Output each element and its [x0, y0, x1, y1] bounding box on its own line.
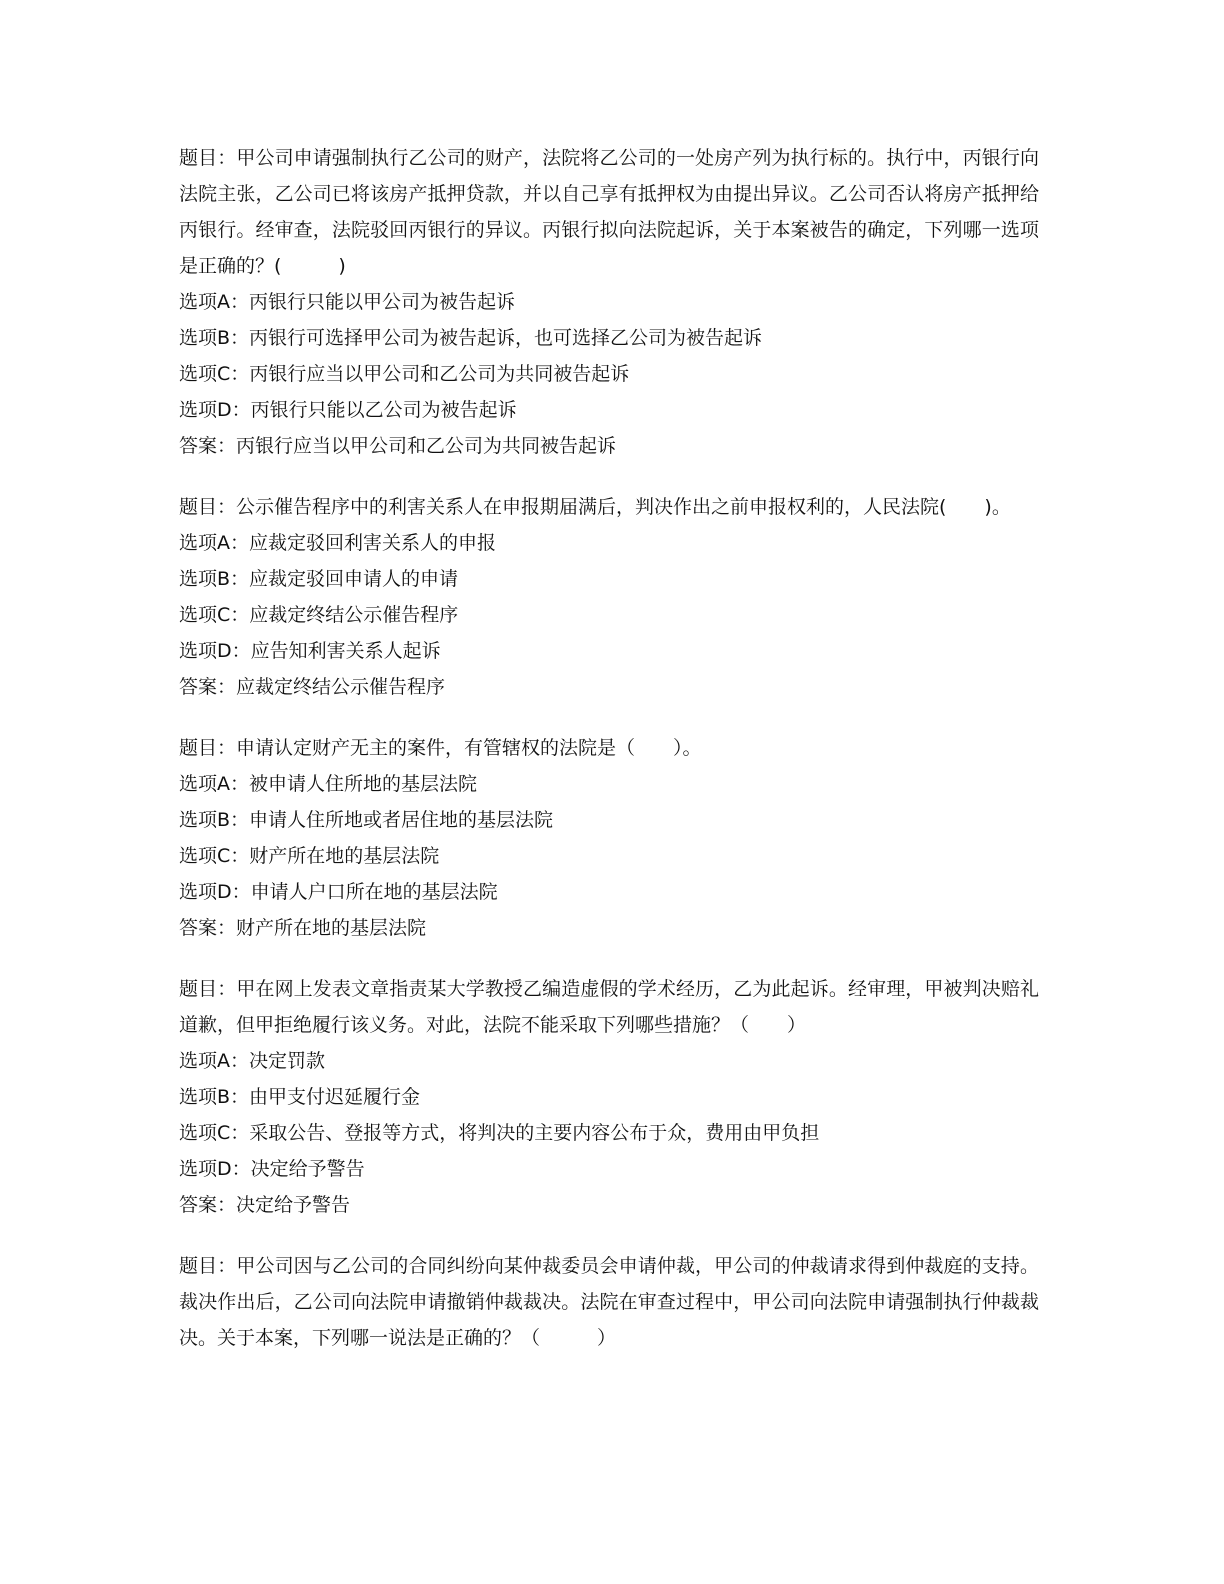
- question-stem: 题目：甲在网上发表文章指责某大学教授乙编造虚假的学术经历，乙为此起诉。经审理，甲被判决赔礼道歉，但甲拒绝履行该义务。对此，法院不能采取下列哪些措施？（ ）: [179, 978, 1039, 1036]
- option-d: 选项D：决定给予警告: [179, 1158, 365, 1180]
- answer: 答案：丙银行应当以甲公司和乙公司为共同被告起诉: [179, 435, 617, 457]
- option-d: 选项D：丙银行只能以乙公司为被告起诉: [179, 399, 517, 421]
- option-c: 选项C：采取公告、登报等方式，将判决的主要内容公布于众，费用由甲负担: [179, 1122, 820, 1144]
- question-1: [179, 140, 1039, 464]
- question-2: [179, 489, 1039, 705]
- option-a: 选项A：决定罚款: [179, 1050, 325, 1072]
- answer: 答案：决定给予警告: [179, 1194, 351, 1216]
- option-a: 选项A：应裁定驳回利害关系人的申报: [179, 532, 496, 554]
- question-stem: 题目：甲公司申请强制执行乙公司的财产，法院将乙公司的一处房产列为执行标的。执行中，丙银行向法院主张，乙公司已将该房产抵押贷款，并以自己享有抵押权为由提出异议。乙公司否认将房产抵押给丙银行。经审查，法院驳回丙银行的异议。丙银行拟向法院起诉，关于本案被告的确定，下列哪一选项是正确的？( ): [179, 147, 1039, 277]
- option-a: 选项A：丙银行只能以甲公司为被告起诉: [179, 291, 515, 313]
- document-page: [179, 140, 1039, 1381]
- question-4: [179, 971, 1039, 1223]
- question-stem: 题目：申请认定财产无主的案件，有管辖权的法院是（ ）。: [179, 737, 702, 759]
- option-b: 选项B：申请人住所地或者居住地的基层法院: [179, 809, 554, 831]
- question-stem: 题目：甲公司因与乙公司的合同纠纷向某仲裁委员会申请仲裁，甲公司的仲裁请求得到仲裁庭的支持。裁决作出后，乙公司向法院申请撤销仲裁裁决。法院在审查过程中，甲公司向法院申请强制执行仲裁裁决。关于本案，下列哪一说法是正确的？（ ）: [179, 1255, 1039, 1349]
- option-a: 选项A：被申请人住所地的基层法院: [179, 773, 477, 795]
- option-c: 选项C：丙银行应当以甲公司和乙公司为共同被告起诉: [179, 363, 630, 385]
- option-d: 选项D：应告知利害关系人起诉: [179, 640, 441, 662]
- option-b: 选项B：由甲支付迟延履行金: [179, 1086, 421, 1108]
- answer: 答案：应裁定终结公示催告程序: [179, 676, 446, 698]
- question-stem: 题目：公示催告程序中的利害关系人在申报期届满后，判决作出之前申报权利的，人民法院( )。: [179, 496, 1011, 518]
- option-b: 选项B：丙银行可选择甲公司为被告起诉，也可选择乙公司为被告起诉: [179, 327, 763, 349]
- question-3: [179, 730, 1039, 946]
- option-d: 选项D：申请人户口所在地的基层法院: [179, 881, 498, 903]
- option-c: 选项C：财产所在地的基层法院: [179, 845, 440, 867]
- question-5: [179, 1248, 1039, 1356]
- option-b: 选项B：应裁定驳回申请人的申请: [179, 568, 459, 590]
- option-c: 选项C：应裁定终结公示催告程序: [179, 604, 459, 626]
- answer: 答案：财产所在地的基层法院: [179, 917, 427, 939]
